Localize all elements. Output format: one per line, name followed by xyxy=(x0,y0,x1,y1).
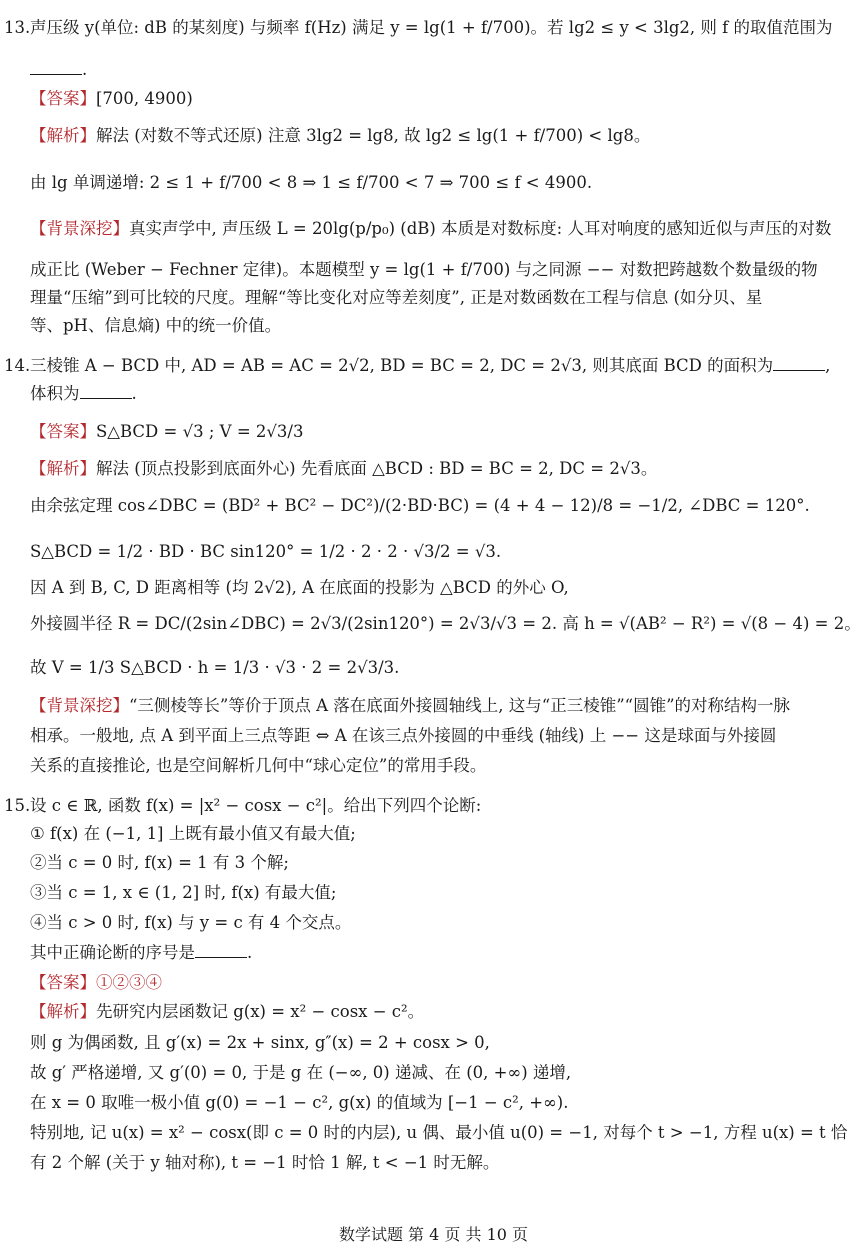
problem-15-item-1: ① f(x) 在 (−1, 1] 上既有最小值又有最大值; xyxy=(30,824,356,843)
answer-blank xyxy=(773,356,825,371)
question-text: 其中正确论断的序号是 xyxy=(30,943,195,962)
answer-tag: 【答案】 xyxy=(30,422,96,441)
problem-13-background-3: 理量“压缩”到可比较的尺度。理解“等比变化对应等差刻度”, 正是对数函数在工程与信息 (如分贝、星 xyxy=(30,288,763,307)
problem-14-background-2: 相承。一般地, 点 A 到平面上三点等距 ⇔ A 在该三点外接圆的中垂线 (轴线) 上 −− 这是球面与外接圆 xyxy=(30,726,777,745)
problem-15-item-2: ②当 c = 0 时, f(x) = 1 有 3 个解; xyxy=(30,853,289,872)
problem-15-item-3: ③当 c = 1, x ∈ (1, 2] 时, f(x) 有最大值; xyxy=(30,883,337,902)
problem-15-item-4: ④当 c > 0 时, f(x) 与 y = c 有 4 个交点。 xyxy=(30,913,352,932)
problem-13-number: 13. xyxy=(4,18,31,37)
problem-14-question-2: 体积为 . xyxy=(30,384,137,403)
analysis-text: 解法 (对数不等式还原) 注意 3lg2 = lg8, 故 lg2 ≤ lg(1 + f/700) < lg8。 xyxy=(96,126,651,145)
problem-14-analysis-1 xyxy=(30,457,657,481)
question-text: 体积为 xyxy=(30,384,80,403)
analysis-text: 先研究内层函数记 g(x) = x² − cosx − c²。 xyxy=(96,1002,425,1021)
problem-13-background-2: 成正比 (Weber − Fechner 定律)。本题模型 y = lg(1 + f/700) 与之同源 −− 对数把跨越数个数量级的物 xyxy=(30,260,818,279)
answer-blank xyxy=(80,384,132,399)
background-text: “三侧棱等长”等价于顶点 A 落在底面外接圆轴线上, 这与“正三棱锥”“圆锥”的对称结构一脉 xyxy=(129,696,791,715)
problem-15-answer xyxy=(30,971,162,995)
analysis-text: 解法 (顶点投影到底面外心) 先看底面 △BCD : BD = BC = 2, DC = 2√3。 xyxy=(96,459,658,478)
answer-text: S△BCD = √3 ; V = 2√3/3 xyxy=(96,422,304,441)
problem-13-blank: . xyxy=(30,58,87,82)
answer-blank xyxy=(30,60,82,75)
problem-13-analysis-1 xyxy=(30,124,650,148)
analysis-tag: 【解析】 xyxy=(30,126,96,145)
page-footer: 数学试题 第 4 页 共 10 页 xyxy=(338,1225,529,1244)
question-text: 三棱锥 A − BCD 中, AD = AB = AC = 2√2, BD = BC = 2, DC = 2√3, 则其底面 BCD 的面积为 xyxy=(30,356,774,375)
problem-14-background-1 xyxy=(30,694,790,718)
analysis-tag: 【解析】 xyxy=(30,1002,96,1021)
problem-15-analysis-6: 有 2 个解 (关于 y 轴对称), t = −1 时恰 1 解, t < −1 时无解。 xyxy=(30,1153,500,1172)
problem-13-background-4: 等、pH、信息熵) 中的统一价值。 xyxy=(30,316,282,335)
problem-14-question-1: 三棱锥 A − BCD 中, AD = AB = AC = 2√2, BD = BC = 2, DC = 2√3, 则其底面 BCD 的面积为 , xyxy=(30,356,831,375)
problem-15-question: 设 c ∈ ℝ, 函数 f(x) = |x² − cosx − c²|。给出下列四个论断: xyxy=(30,796,482,815)
answer-text: ①②③④ xyxy=(96,973,162,992)
problem-15-analysis-5: 特别地, 记 u(x) = x² − cosx(即 c = 0 时的内层), u 偶、最小值 u(0) = −1, 对每个 t > −1, 方程 u(x) = t 恰 xyxy=(30,1123,848,1142)
answer-tag: 【答案】 xyxy=(30,89,96,108)
answer-text: [700, 4900) xyxy=(96,89,193,108)
problem-14-analysis-4: 因 A 到 B, C, D 距离相等 (均 2√2), A 在底面的投影为 △BCD 的外心 O, xyxy=(30,578,569,597)
background-text: 真实声学中, 声压级 L = 20lg(p/p₀) (dB) 本质是对数标度: 人耳对响度的感知近似与声压的对数 xyxy=(129,219,832,238)
answer-tag: 【答案】 xyxy=(30,973,96,992)
problem-14-analysis-3: S△BCD = 1/2 · BD · BC sin120° = 1/2 · 2 · 2 · √3/2 = √3. xyxy=(30,542,502,561)
problem-13-analysis-2: 由 lg 单调递增: 2 ≤ 1 + f/700 < 8 ⇒ 1 ≤ f/700 < 7 ⇒ 700 ≤ f < 4900. xyxy=(30,173,593,192)
problem-15-analysis-3: 故 g′ 严格递增, 又 g′(0) = 0, 于是 g 在 (−∞, 0) 递减、在 (0, +∞) 递增, xyxy=(30,1063,572,1082)
problem-13-answer xyxy=(30,87,193,111)
problem-14-number: 14. xyxy=(4,356,31,375)
problem-15-analysis-1 xyxy=(30,1000,424,1024)
analysis-tag: 【解析】 xyxy=(30,459,96,478)
problem-13-background-1 xyxy=(30,217,831,241)
problem-15-number: 15. xyxy=(4,796,31,815)
background-tag: 【背景深挖】 xyxy=(30,219,129,238)
problem-15-ask: 其中正确论断的序号是 . xyxy=(30,943,253,962)
problem-15-analysis-2: 则 g 为偶函数, 且 g′(x) = 2x + sinx, g″(x) = 2 + cosx > 0, xyxy=(30,1033,490,1052)
problem-14-analysis-2: 由余弦定理 cos∠DBC = (BD² + BC² − DC²)/(2·BD·BC) = (4 + 4 − 12)/8 = −1/2, ∠DBC = 120°. xyxy=(30,496,810,515)
problem-14-background-3: 关系的直接推论, 也是空间解析几何中“球心定位”的常用手段。 xyxy=(30,756,487,775)
problem-14-analysis-6: 故 V = 1/3 S△BCD · h = 1/3 · √3 · 2 = 2√3/3. xyxy=(30,658,400,677)
problem-13-question: 声压级 y(单位: dB 的某刻度) 与频率 f(Hz) 满足 y = lg(1 + f/700)。若 lg2 ≤ y < 3lg2, 则 f 的取值范围为 xyxy=(30,18,833,37)
answer-blank xyxy=(195,943,247,958)
problem-14-answer xyxy=(30,420,303,444)
problem-15-analysis-4: 在 x = 0 取唯一极小值 g(0) = −1 − c², g(x) 的值域为 [−1 − c², +∞). xyxy=(30,1093,569,1112)
background-tag: 【背景深挖】 xyxy=(30,696,129,715)
problem-14-analysis-5: 外接圆半径 R = DC/(2sin∠DBC) = 2√3/(2sin120°) = 2√3/√3 = 2. 高 h = √(AB² − R²) = √(8 − 4) = 2。 xyxy=(30,614,861,633)
